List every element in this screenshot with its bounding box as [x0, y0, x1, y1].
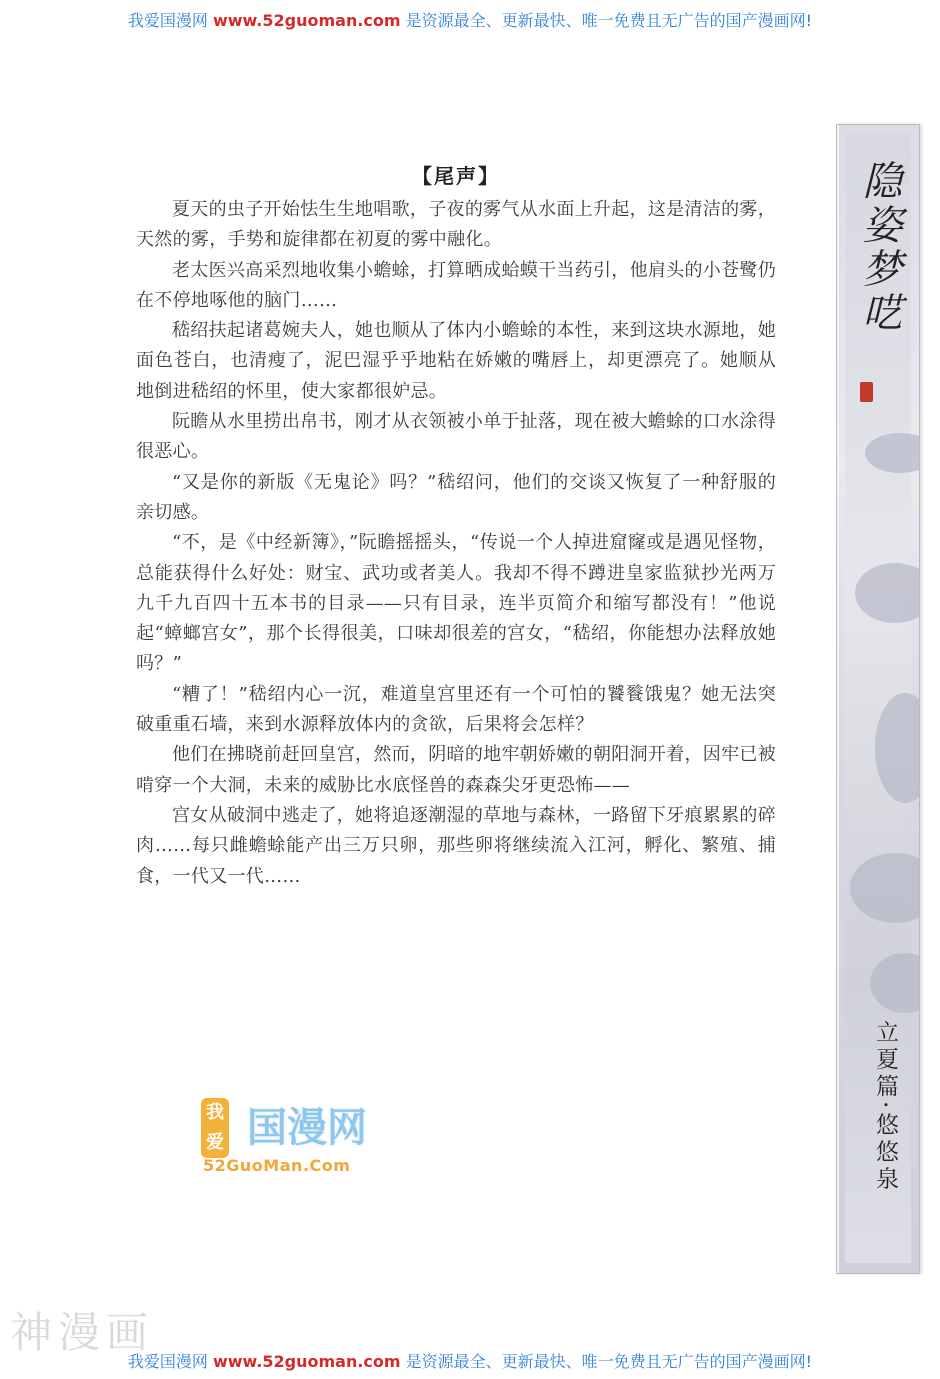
chapter-body	[136, 160, 776, 892]
red-seal-icon	[860, 382, 873, 402]
book-subtitle-vertical: 立夏篇·悠悠泉	[872, 1020, 898, 1194]
paragraph: “不，是《中经新簿》，”阮瞻摇摇头，“传说一个人掉进窟窿或是遇见怪物，总能获得什么好处：财宝、武功或者美人。我却不得不蹲进皇家监狱抄光两万九千九百四十五本书的目录——只有目录，连半页简介和缩写都没有！”他说起“蟑螂宫女”，那个长得很美，口味却很差的宫女，“嵇绍，你能想办法释放她吗？”	[136, 532, 776, 675]
ink-blot-decoration	[875, 693, 920, 803]
logo-url: 52GuoMan.Com	[203, 1156, 351, 1175]
banner-suffix: 是资源最全、更新最快、唯一免费且无广告的国产漫画网!	[400, 11, 813, 30]
banner-site-link[interactable]: www.52guoman.com	[212, 11, 401, 30]
paragraph: 嵇绍扶起诸葛婉夫人，她也顺从了体内小蟾蜍的本性，来到这块水源地，她面色苍白，也清瘦了，泥巴湿乎乎地粘在娇嫩的嘴唇上，却更漂亮了。她顺从地倒进嵇绍的怀里，使大家都很妒忌。	[136, 320, 776, 402]
paragraph: 阮瞻从水里捞出帛书，刚才从衣领被小单于扯落，现在被大蟾蜍的口水涂得很恶心。	[136, 411, 776, 463]
paragraph: 宫女从破洞中逃走了，她将追逐潮湿的草地与森林，一路留下牙痕累累的碎肉……每只雌蟾蜍能产出三万只卵，那些卵将继续流入江河，孵化、繁殖、捕食，一代又一代……	[136, 804, 776, 887]
ink-blot-decoration	[855, 563, 920, 623]
banner-prefix: 我爱国漫网	[127, 11, 213, 30]
book-title-vertical: 隐姿梦呓	[856, 160, 902, 336]
banner-site-link[interactable]: www.52guoman.com	[212, 1352, 401, 1371]
chapter-heading: 【尾声】	[412, 164, 500, 188]
watermark: 神漫画	[10, 1308, 155, 1357]
ink-blot-decoration	[865, 433, 920, 473]
site-logo	[201, 1098, 383, 1176]
paragraph: “又是你的新版《无鬼论》吗？”嵇绍问，他们的交谈又恢复了一种舒服的亲切感。	[136, 471, 776, 523]
bottom-promo-banner	[0, 1349, 940, 1372]
banner-prefix: 我爱国漫网	[127, 1352, 213, 1371]
banner-suffix: 是资源最全、更新最快、唯一免费且无广告的国产漫画网!	[400, 1352, 813, 1371]
top-promo-banner	[0, 8, 940, 31]
paragraph: 夏天的虫子开始怯生生地唱歌，子夜的雾气从水面上升起，这是清洁的雾，天然的雾，手势和旋律都在初夏的雾中融化。	[136, 199, 776, 251]
paragraph: 老太医兴高采烈地收集小蟾蜍，打算晒成蛤蟆干当药引，他肩头的小苍鹭仍在不停地啄他的脑门……	[136, 259, 776, 311]
logo-badge: 我爱	[201, 1098, 229, 1158]
paragraph: “糟了！”嵇绍内心一沉，难道皇宫里还有一个可怕的饕餮饿鬼？她无法突破重重石墙，来到水源释放体内的贪欲，后果将会怎样？	[136, 683, 776, 736]
paragraph: 他们在拂晓前赶回皇宫，然而，阴暗的地牢朝娇嫩的朝阳洞开着，因牢已被啃穿一个大洞，未来的威胁比水底怪兽的森森尖牙更恐怖——	[136, 744, 776, 796]
ink-blot-decoration	[870, 953, 920, 1013]
logo-main-text: 国漫网	[247, 1105, 367, 1151]
ink-blot-decoration	[850, 853, 920, 923]
